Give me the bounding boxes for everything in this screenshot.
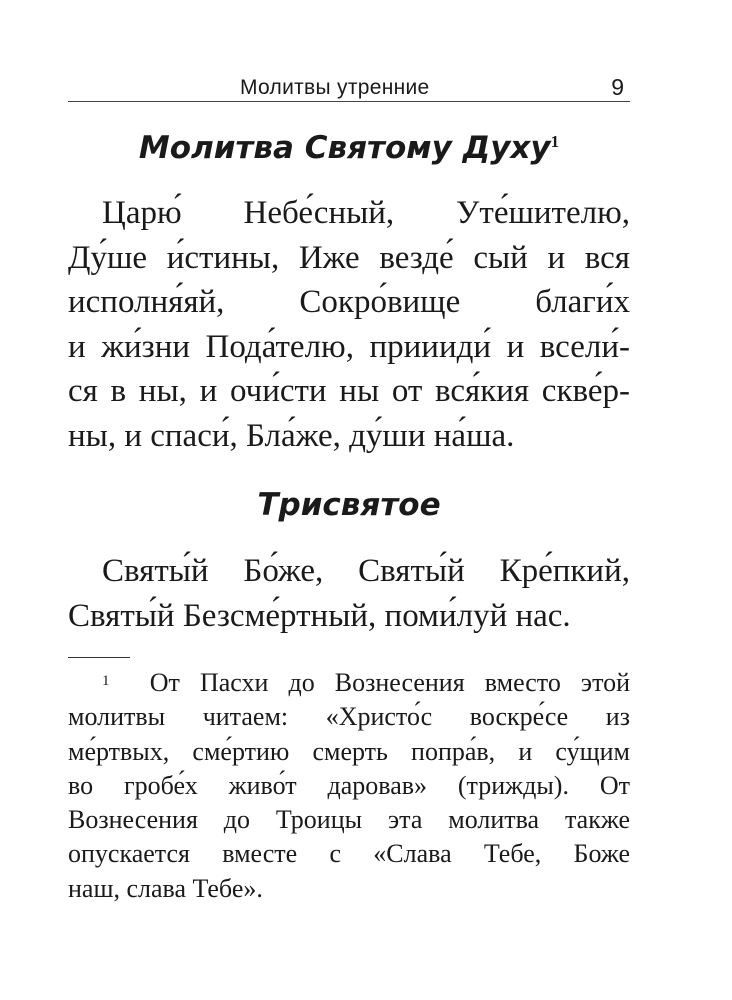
page-number: 9 [611, 74, 624, 100]
footnote-divider [68, 657, 130, 658]
footnote-line: опускается вместе с «Слава Тебе, Боже [68, 839, 630, 869]
text-line: и жи́зни Пода́телю, приииди́ и всели́- [68, 328, 630, 365]
running-head [68, 72, 628, 104]
footnote-line: наш, слава Тебе». [68, 873, 263, 903]
prayer-text-trisagion [68, 549, 630, 638]
running-title: Молитвы утренние [240, 76, 430, 99]
prayer-text-holy-spirit [68, 191, 630, 458]
footnote-line-text: От Пасхи до Вознесения вместо этой [149, 668, 631, 697]
text-line: ны, и спаси́, Бла́же, ду́ши на́ша. [68, 417, 515, 454]
footnote-line: Вознесения до Троицы эта молитва также [68, 805, 630, 835]
text-line: Святы́й Безсме́ртный, поми́луй нас. [68, 597, 571, 634]
text-line: ся в ны, и очи́сти ны от вся́кия скве́р- [68, 373, 630, 409]
footnote [68, 666, 630, 906]
header-divider [68, 101, 630, 102]
footnote-line: во гробе́х живо́т даровав» (трижды). От [68, 770, 630, 800]
footnote-reference: 1 [550, 132, 560, 151]
footnote-marker: 1 [102, 673, 110, 689]
section-title-text: Молитва Святому Духу [138, 130, 551, 166]
footnote-line: молитвы читаем: «Христо́с воскре́се из [68, 702, 630, 732]
text-line: Царю́ Небе́сный, Уте́шителю, [102, 195, 630, 231]
footnote-line: ме́ртвых, сме́ртию смерть попра́в, и су́щим [68, 736, 630, 766]
text-line: Святы́й Бо́же, Святы́й Кре́пкий, [102, 553, 630, 589]
text-line: Ду́ше и́стины, Иже везде́ сый и вся [68, 239, 630, 276]
section-title-trisagion [68, 485, 630, 525]
section-title-holy-spirit-prayer [68, 128, 630, 168]
section-title-text: Трисвятое [257, 487, 441, 523]
footnote-line [68, 666, 630, 700]
text-line: исполня́яй, Сокро́вище благи́х [68, 284, 630, 320]
